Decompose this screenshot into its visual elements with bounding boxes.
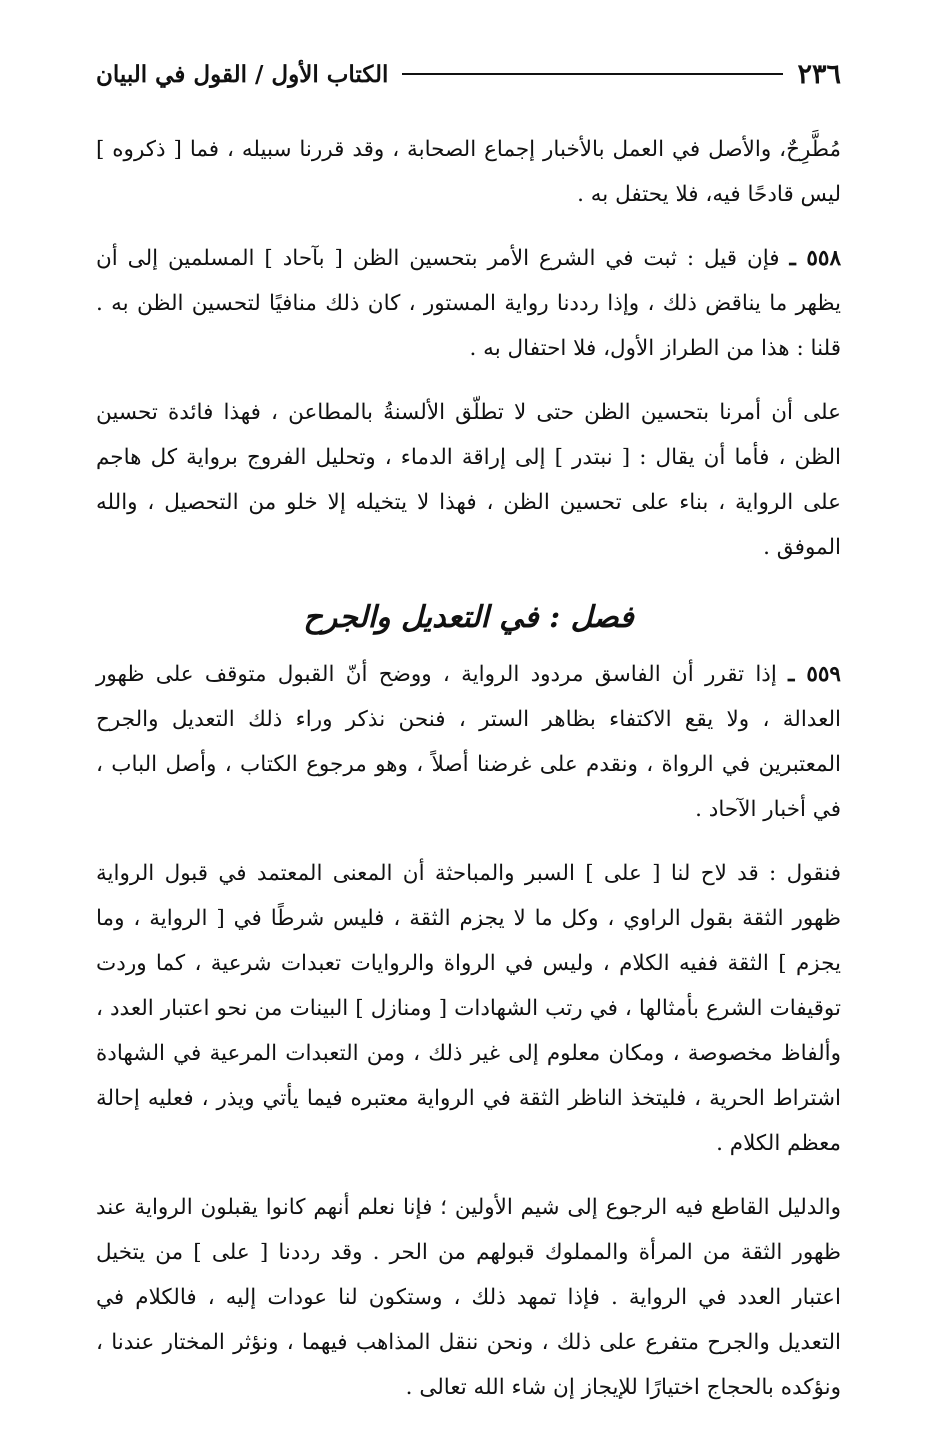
page-number: ٢٣٦ [797, 58, 841, 90]
paragraph-text: إذا تقرر أن الفاسق مردود الرواية ، ووضح أنّ القبول متوقف على ظهور العدالة ، ولا يقع الاكتفاء بظاهر الستر ، فنحن نذكر وراء ذلك التعديل والجرح المعتبرين في الرواة ، ونقدم على غرضنا أصلاً ، وهو مرجوع الكتاب ، وأصل الباب ، في أخبار الآحاد . [96, 662, 841, 822]
paragraph-number: ٥٥٨ ـ [789, 246, 841, 271]
paragraph-559 [96, 652, 841, 832]
paragraph-text: فنقول : قد لاح لنا [ على ] السبر والمباحثة أن المعنى المعتمد في قبول الرواية ظهور الثقة بقول الراوي ، وكل ما لا يجزم الثقة ، فليس شرطًا في [ الرواية ، وما يجزم ] الثقة ففيه الكلام ، وليس في الرواة والروايات تعبدات شرعية ، كما وردت توقيفات الشرع بأمثالها ، في رتب الشهادات [ ومنازل ] البينات من نحو اعتبار العدد ، وألفاظ مخصوصة ، ومكان معلوم إلى غير ذلك ، ومن التعبدات المرعية في الشهادة اشتراط الحرية ، فليتخذ الناظر الثقة في الرواية معتبره فيما يأتي ويذر ، فعليه إحالة معظم الكلام . [96, 861, 841, 1156]
paragraph-continuation [96, 127, 841, 217]
page-body [96, 127, 841, 1429]
page-header [96, 52, 841, 96]
paragraph-559-cont [96, 851, 841, 1166]
paragraph-558 [96, 236, 841, 371]
running-title: الكتاب الأول / القول في البيان [96, 60, 389, 88]
paragraph-text: مُطَّرِحٌ، والأصل في العمل بالأخبار إجماع الصحابة ، وقد قررنا سبيله ، فما [ ذكروه ] ليس قادحًا فيه، فلا يحتفل به . [96, 137, 841, 207]
header-rule [402, 73, 783, 75]
paragraph-text: على أن أمرنا بتحسين الظن حتى لا تطلّق الألسنةُ بالمطاعن ، فهذا فائدة تحسين الظن ، فأما أن يقال : [ نبتدر ] إلى إراقة الدماء ، وتحليل الفروج برواية كل هاجم على الرواية ، بناء على تحسين الظن ، فهذا لا يتخيله إلا خلو من التحصيل ، والله الموفق . [96, 400, 841, 560]
paragraph-number: ٥٥٩ ـ [788, 662, 841, 687]
paragraph-text: والدليل القاطع فيه الرجوع إلى شيم الأولين ؛ فإنا نعلم أنهم كانوا يقبلون الرواية عند ظهور الثقة من المرأة والمملوك قبولهم من الحر . وقد رددنا [ على ] من يتخيل اعتبار العدد في الرواية . فإذا تمهد ذلك ، وستكون لنا عودات إليه ، فالكلام في التعديل والجرح متفرع على ذلك ، ونحن ننقل المذاهب فيهما ، ونؤثر المختار عندنا ، ونؤكده بالحجاج اختيارًا للإيجاز إن شاء الله تعالى . [96, 1195, 841, 1400]
paragraph-559-evidence [96, 1185, 841, 1410]
paragraph-558-cont [96, 390, 841, 570]
paragraph-text: فإن قيل : ثبت في الشرع الأمر بتحسين الظن [ بآحاد ] المسلمين إلى أن يظهر ما يناقض ذلك ، وإذا رددنا رواية المستور ، كان ذلك منافيًا لتحسين الظن به . قلنا : هذا من الطراز الأول، فلا احتفال به . [96, 246, 841, 361]
section-heading: فصل : في التعديل والجرح [303, 600, 634, 635]
